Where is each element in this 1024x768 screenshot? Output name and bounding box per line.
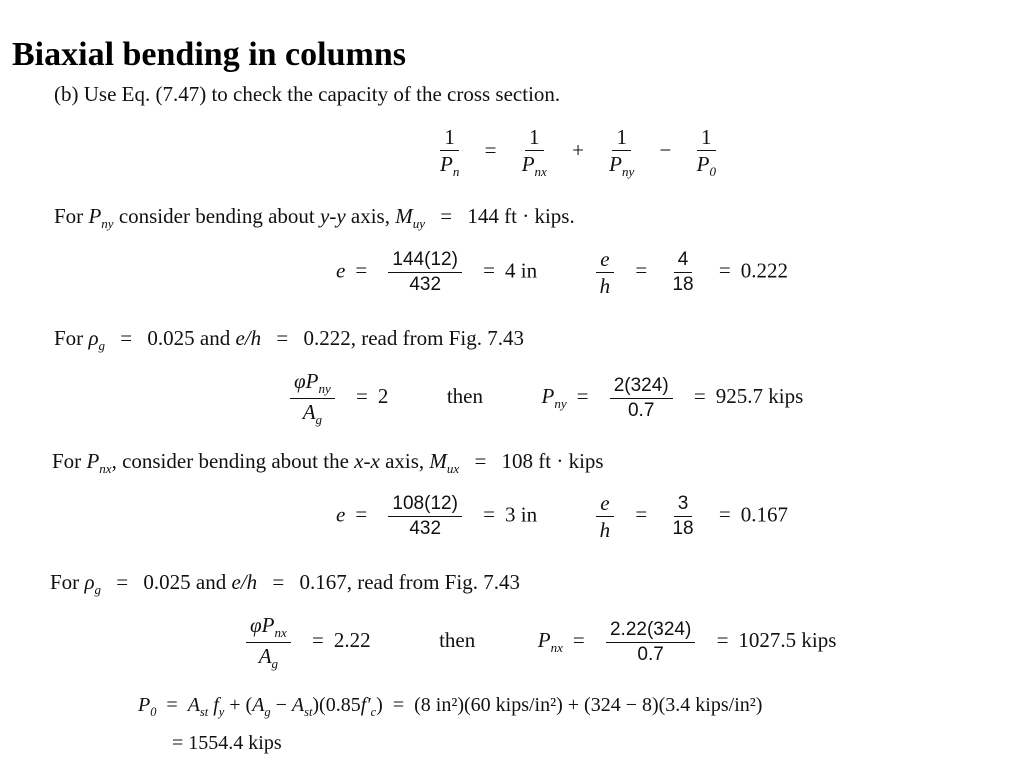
pnx-eccentricity: e = $\frac{108(12)}{432}$ = 3 in $\frac{e}{h}$ = $\frac{3}{18}$ = 0.167 — [336, 491, 788, 543]
pny-intro: For $P_{ny}$ consider bending about y-y axis, $M_{uy} = 144$ ft · kips. — [54, 204, 575, 232]
p0-result: = 1554.4 kips — [172, 732, 282, 754]
instruction-line — [54, 82, 560, 107]
p0-equation: $P_0 = A_{st}$ $f_y + (A_g - A_{st})(0.85f'_c) = (8$ in²)(60 kips/in²) + (324 − 8)(3.4 kips/in²) — [138, 694, 763, 719]
frac-p0: $\frac{1}{P_0}$ — [696, 125, 716, 180]
pnx-calculation: $\frac{\varphi P_{nx}}{A_g}$ = 2.22 then $P_{nx}$ = $\frac{2.22(324)}{0.7}$ = 1027.5 kips — [240, 614, 836, 671]
pny-read-line: For $\rho_g = 0.025$ and e/h = 0.222, read from Fig. 7.43 — [54, 326, 524, 354]
pnx-intro: For $P_{nx}$, consider bending about the x-x axis, $M_{ux} = 108$ ft · kips — [52, 449, 604, 477]
pny-eccentricity: e = $\frac{144(12)}{432}$ = 4 in $\frac{e}{h}$ = $\frac{4}{18}$ = 0.222 — [336, 247, 788, 299]
pny-calculation: $\frac{\varphi P_{ny}}{A_g}$ = 2 then $P_{ny}$ = $\frac{2(324)}{0.7}$ = 925.7 kips — [284, 370, 803, 427]
frac-pny: $\frac{1}{P_{ny}}$ — [609, 125, 635, 180]
pnx-read-line: For $\rho_g = 0.025$ and e/h = 0.167, read from Fig. 7.43 — [50, 570, 520, 598]
instruction-text: (b) Use Eq. (7.47) to check the capacity of the cross section. — [54, 82, 561, 106]
page-title: Biaxial bending in columns — [12, 36, 406, 73]
main-equation: $\frac{1}{P_n}$ = $\frac{1}{P_{nx}}$ + $\frac{1}{P_{ny}}$ − $\frac{1}{P_0}$ — [430, 126, 726, 179]
frac-lhs: $\frac{1}{P_n}$ — [440, 125, 460, 180]
frac-pnx: $\frac{1}{P_{nx}}$ — [521, 125, 547, 180]
